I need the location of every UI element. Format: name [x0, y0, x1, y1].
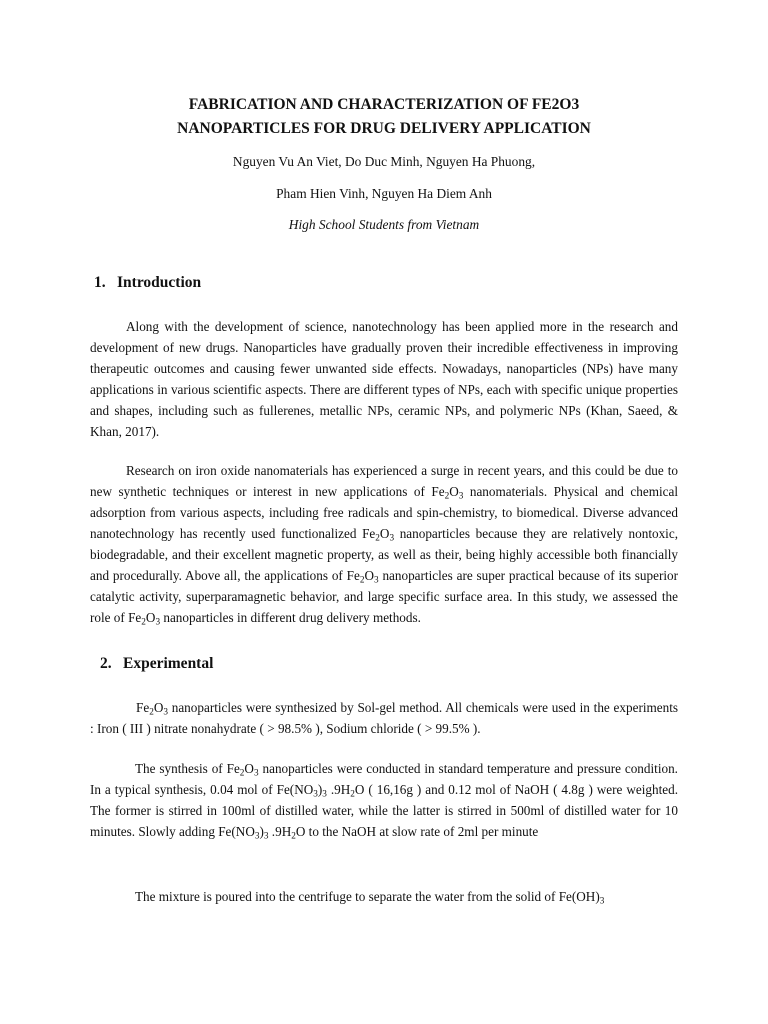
section-number: 2. — [100, 655, 112, 672]
affiliation: High School Students from Vietnam — [288, 217, 480, 232]
section-heading-introduction — [94, 273, 201, 293]
section-title: Experimental — [123, 655, 214, 672]
section-title: Introduction — [117, 274, 202, 291]
experimental-paragraph-2: The synthesis of $Fe_2O_3$ nanoparticles were conducted in standard temperature and pressure condition. In a typical synthesis, 0.04 mol of $Fe(NO_3)_3$ $.9H_2O$ ( 16,16g ) and 0.12 mol of NaOH ( 4.8g ) were weighted. The former is stirred in 100ml of distilled water, while the latter is stirred in 500ml of distilled water for 10 minutes. Slowly adding $Fe(NO_3)_3$ $.9H_2O$ to the NaOH at slow rate of 2ml per minute — [90, 761, 678, 841]
authors-line-2: Pham Hien Vinh, Nguyen Ha Diem Anh — [276, 186, 492, 201]
section-number: 1. — [94, 274, 106, 291]
title-line-2: NANOPARTICLES FOR DRUG DELIVERY APPLICATION — [177, 120, 591, 137]
paper-title — [90, 93, 678, 141]
authors-line-1: Nguyen Vu An Viet, Do Duc Minh, Nguyen Ha Phuong, — [232, 154, 536, 169]
experimental-paragraph-3: The mixture is poured into the centrifuge to separate the water from the solid of $Fe(OH)_3$ — [135, 889, 605, 906]
experimental-paragraph-1: $Fe_2O_3$ nanoparticles were synthesized by Sol-gel method. All chemicals were used in the experiments : Iron ( III ) nitrate nonahydrate ( > 98.5% ), Sodium chloride ( > 99.5% ). — [90, 700, 678, 736]
section-heading-experimental — [100, 654, 213, 674]
intro-paragraph-2: Research on iron oxide nanomaterials has experienced a surge in recent years, and this could be due to new synthetic techniques or interest in new applications of $Fe_2O_3$ nanomaterials. Physical and chemical adsorption from various aspects, including free radicals and spin-chemistry, to biomedical. Diverse advanced nanotechnology has recently used functionalized $Fe_2O_3$ nanoparticles because they are relatively nontoxic, biodegradable, and their excellent magnetic property, as well as their, being highly accessible both financially and procedurally. Above all, the applications of $Fe_2O_3$ nanoparticles are super practical because of its superior catalytic activity, superparamagnetic behavior, and large specific surface area. In this study, we assessed the role of $Fe_2O_3$ nanoparticles in different drug delivery methods. — [90, 463, 678, 627]
intro-paragraph-1: Along with the development of science, nanotechnology has been applied more in the research and development of new drugs. Nanoparticles have gradually proven their incredible effectiveness in improving therapeutic outcomes and causing fewer unwanted side effects. Nowadays, nanoparticles (NPs) have many applications in various scientific aspects. There are different types of NPs, each with specific unique properties and shapes, including such as fullerenes, metallic NPs, ceramic NPs, and polymeric NPs (Khan, Saeed, & Khan, 2017). — [90, 319, 678, 439]
title-line-1: FABRICATION AND CHARACTERIZATION OF FE2O3 — [188, 96, 580, 113]
